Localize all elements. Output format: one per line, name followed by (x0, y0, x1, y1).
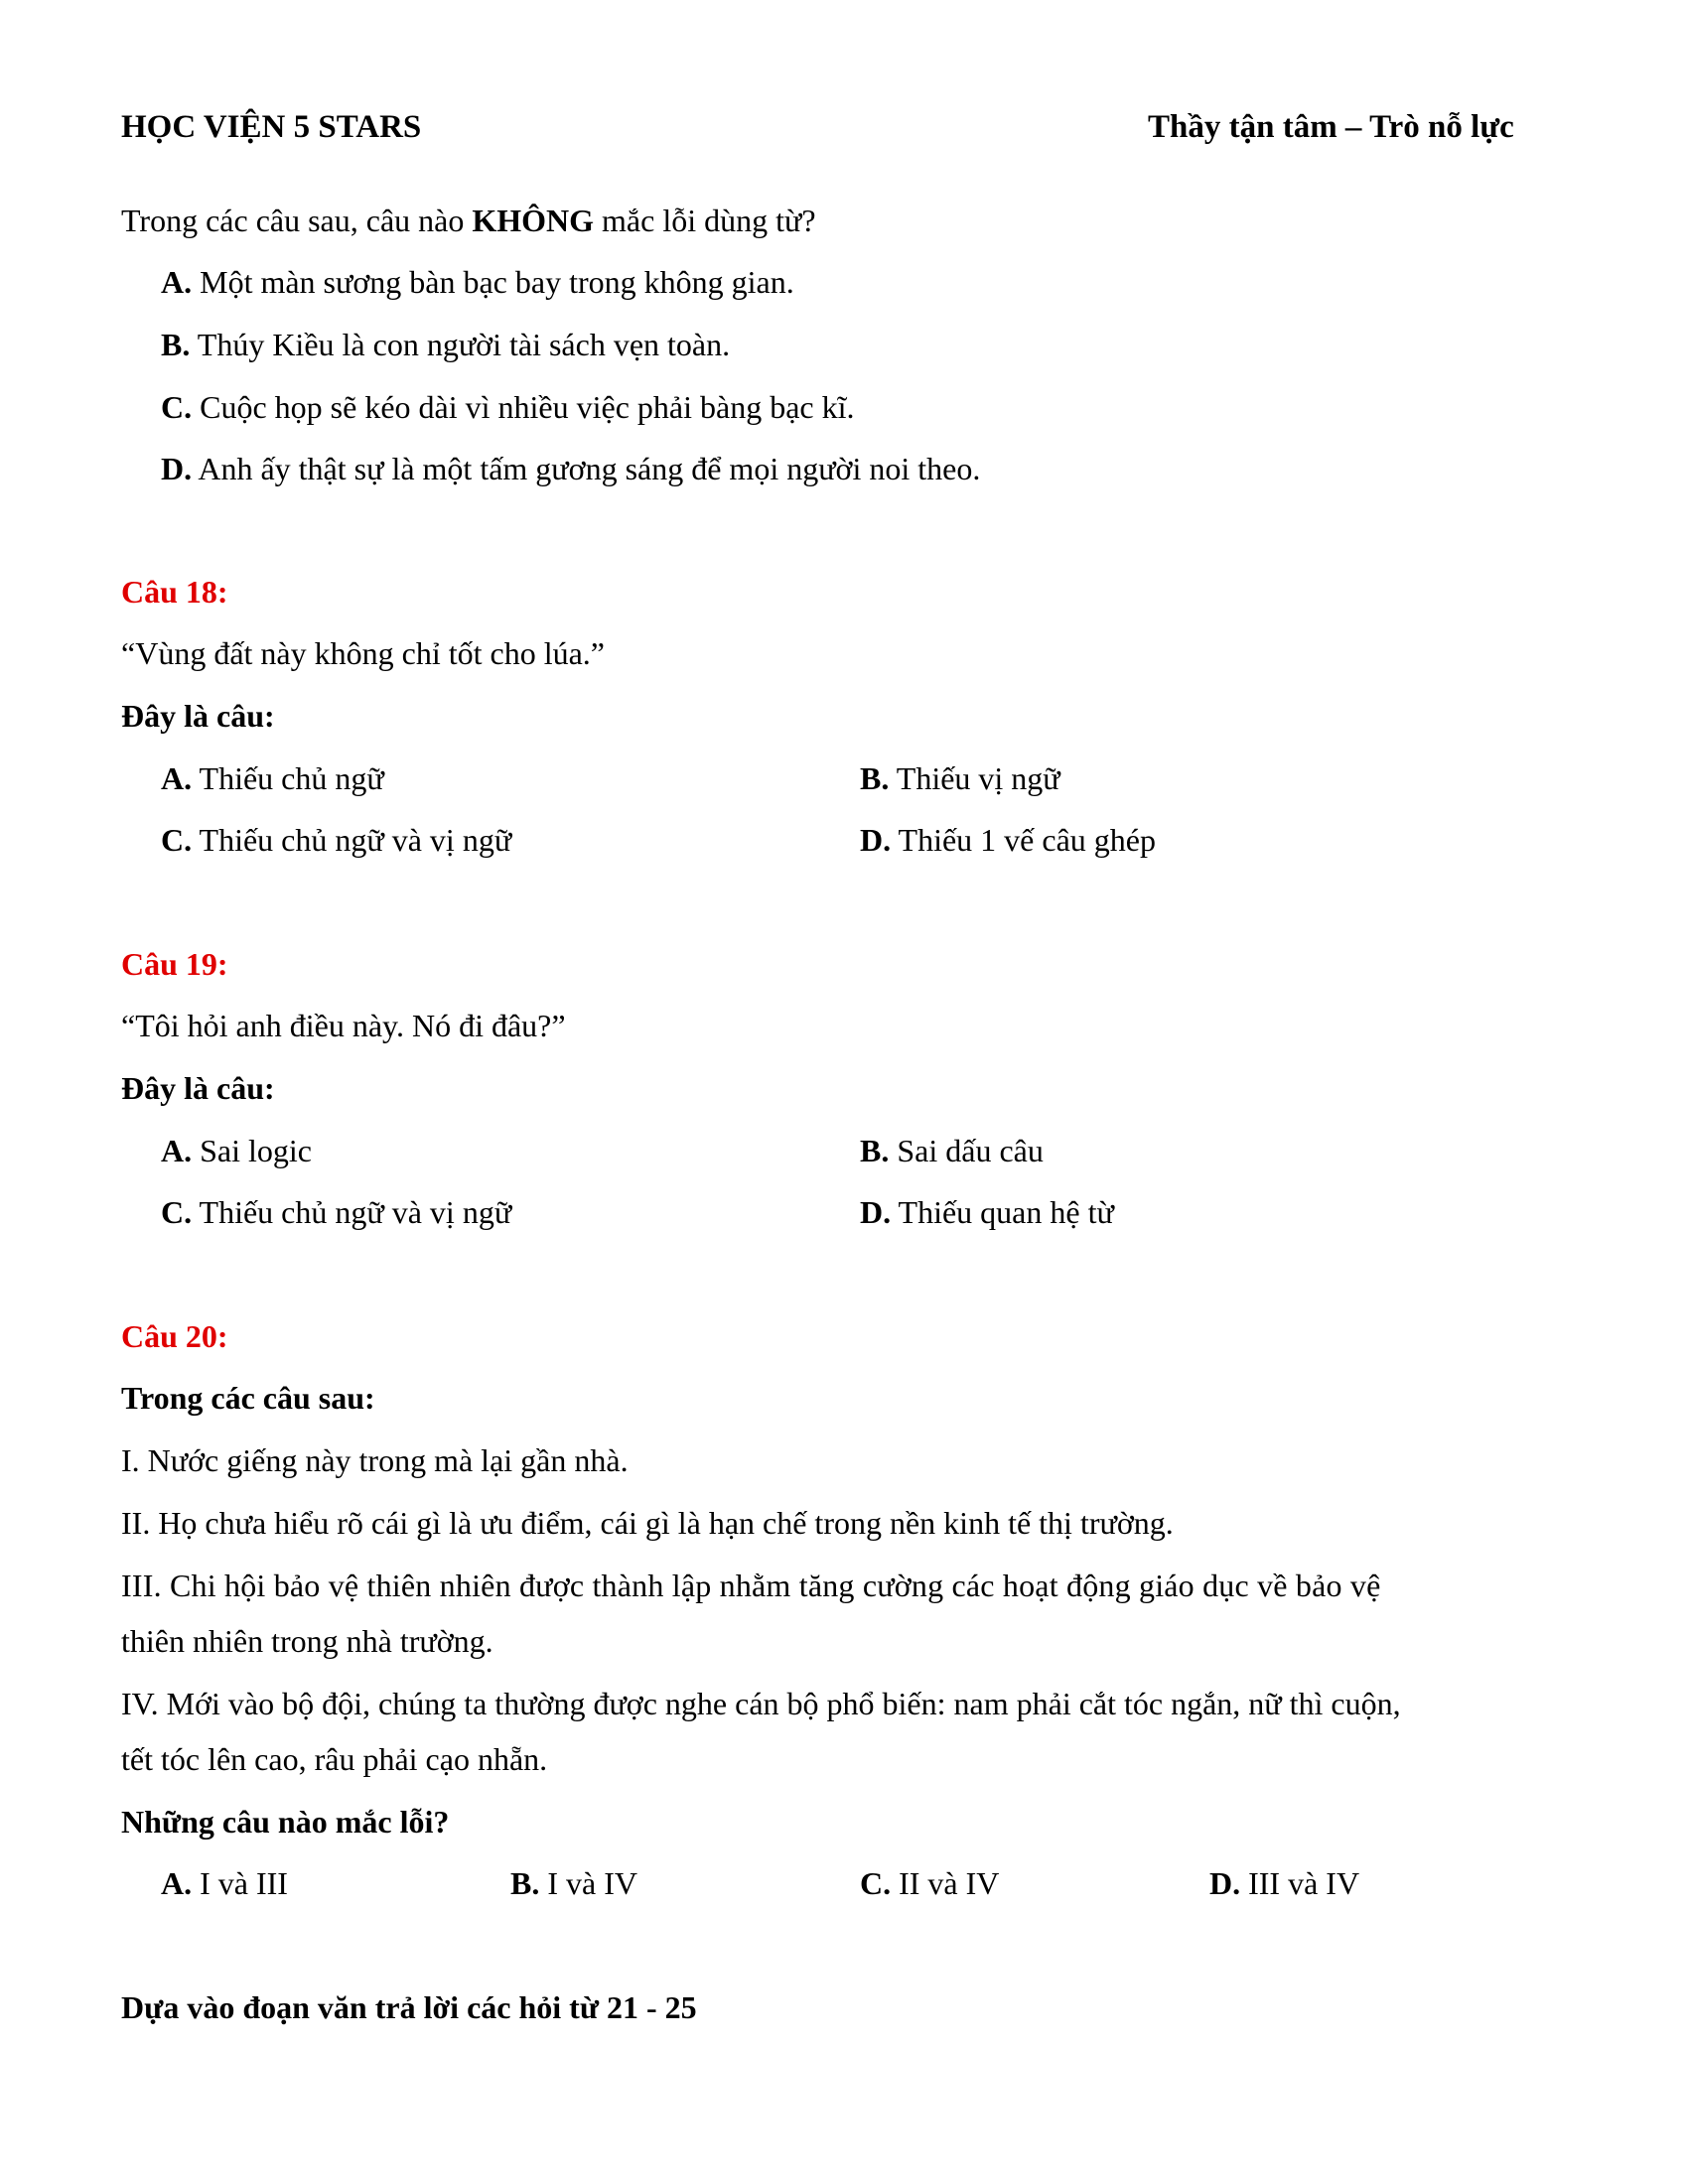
option-text: I và IV (539, 1865, 637, 1901)
q19-option-d (860, 1192, 1114, 1232)
q20-sentence-4-line-2: tết tóc lên cao, râu phải cạo nhẵn. (121, 1741, 548, 1777)
q18-prompt: Đây là câu: (121, 698, 275, 734)
q18-option-a (161, 758, 384, 798)
reading-instruction: Dựa vào đoạn văn trả lời các hỏi từ 21 - 25 (121, 1989, 697, 2025)
option-text: Thúy Kiều là con người tài sách vẹn toàn. (190, 327, 731, 362)
option-letter: C. (161, 822, 193, 858)
q20-prompt: Những câu nào mắc lỗi? (121, 1804, 450, 1840)
q18-option-c (161, 820, 511, 860)
q20-sentence-4-line-1: IV. Mới vào bộ đội, chúng ta thường được nghe cán bộ phổ biến: nam phải cắt tóc ngắn, nữ thì cuộn, (121, 1686, 1401, 1721)
q17-option-b (161, 325, 730, 364)
option-letter: B. (510, 1865, 540, 1901)
q19-quote: “Tôi hỏi anh điều này. Nó đi đâu?” (121, 1008, 566, 1043)
q20-sentence-3-line-1: III. Chi hội bảo vệ thiên nhiên được thành lập nhằm tăng cường các hoạt động giáo dục về bảo vệ (121, 1568, 1381, 1603)
q20-option-d (1209, 1863, 1359, 1903)
q18-quote: “Vùng đất này không chỉ tốt cho lúa.” (121, 635, 605, 671)
q17-option-a (161, 262, 794, 302)
option-letter: D. (161, 451, 193, 486)
option-letter: D. (860, 1194, 892, 1230)
option-letter: A. (161, 1865, 193, 1901)
option-text: Cuộc họp sẽ kéo dài vì nhiều việc phải bàng bạc kĩ. (192, 389, 855, 425)
option-text: Thiếu vị ngữ (889, 760, 1060, 796)
q19-title: Câu 19: (121, 946, 228, 982)
option-text: Một màn sương bàn bạc bay trong không gian. (192, 264, 794, 300)
option-text: Thiếu 1 vế câu ghép (891, 822, 1156, 858)
q19-option-a (161, 1131, 312, 1170)
q20-sentence-1: I. Nước giếng này trong mà lại gần nhà. (121, 1442, 629, 1478)
option-letter: A. (161, 760, 193, 796)
option-letter: C. (860, 1865, 892, 1901)
option-text: Thiếu chủ ngữ (192, 760, 384, 796)
q17-stem-before: Trong các câu sau, câu nào (121, 203, 473, 238)
q17-stem (121, 201, 816, 240)
option-text: Thiếu quan hệ từ (891, 1194, 1114, 1230)
option-letter: A. (161, 264, 193, 300)
header-left: HỌC VIỆN 5 STARS (121, 109, 422, 145)
option-text: Sai dấu câu (889, 1133, 1044, 1168)
q19-option-c (161, 1192, 511, 1232)
option-letter: D. (860, 822, 892, 858)
option-letter: C. (161, 1194, 193, 1230)
option-text: Thiếu chủ ngữ và vị ngữ (192, 822, 512, 858)
option-text: III và IV (1240, 1865, 1360, 1901)
option-text: Sai logic (192, 1133, 312, 1168)
option-text: Anh ấy thật sự là một tấm gương sáng để mọi người noi theo. (192, 451, 981, 486)
q19-option-b (860, 1131, 1044, 1170)
q17-stem-bold: KHÔNG (472, 203, 595, 238)
q18-title: Câu 18: (121, 574, 228, 610)
q17-option-c (161, 387, 854, 427)
option-letter: A. (161, 1133, 193, 1168)
q18-option-d (860, 820, 1156, 860)
header-right: Thầy tận tâm – Trò nỗ lực (1148, 109, 1514, 145)
q20-intro: Trong các câu sau: (121, 1380, 375, 1416)
option-letter: B. (161, 327, 191, 362)
q20-option-b (510, 1863, 637, 1903)
option-text: Thiếu chủ ngữ và vị ngữ (192, 1194, 512, 1230)
q20-option-c (860, 1863, 999, 1903)
option-text: I và III (192, 1865, 288, 1901)
option-letter: B. (860, 760, 890, 796)
option-letter: C. (161, 389, 193, 425)
q18-option-b (860, 758, 1060, 798)
q17-stem-after: mắc lỗi dùng từ? (594, 203, 816, 238)
q19-prompt: Đây là câu: (121, 1070, 275, 1106)
option-text: II và IV (891, 1865, 1000, 1901)
option-letter: B. (860, 1133, 890, 1168)
q17-option-d (161, 449, 980, 488)
q20-sentence-3-line-2: thiên nhiên trong nhà trường. (121, 1623, 493, 1659)
q20-sentence-2: II. Họ chưa hiểu rõ cái gì là ưu điểm, cái gì là hạn chế trong nền kinh tế thị trường. (121, 1505, 1174, 1541)
option-letter: D. (1209, 1865, 1241, 1901)
q20-option-a (161, 1863, 288, 1903)
q20-title: Câu 20: (121, 1318, 228, 1354)
